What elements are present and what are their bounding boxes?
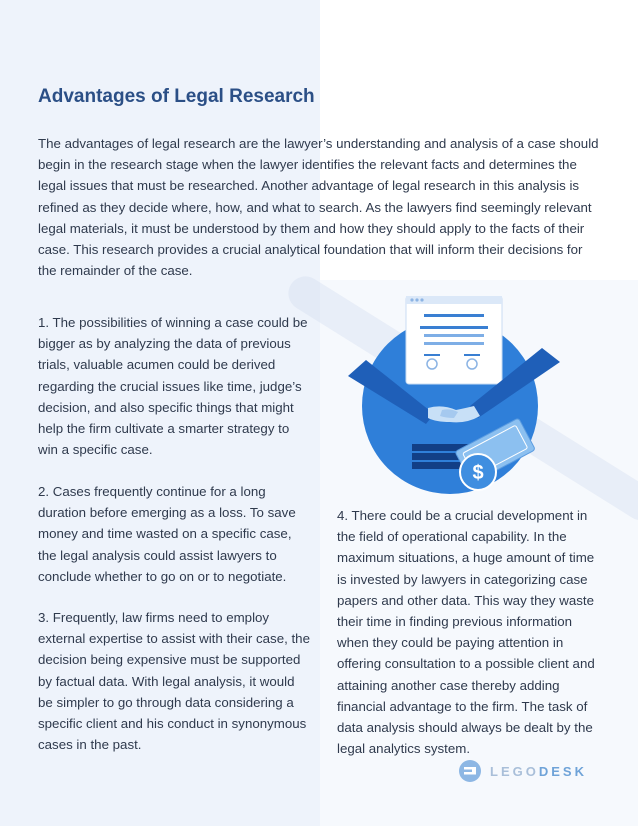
list-item: 2. Cases frequently continue for a long duration before emerging as a loss. To save money and time wasted on a specific case, the legal analysis could assist lawyers to conclude whether to go on or to negotiate.	[38, 484, 296, 584]
legodesk-logo-icon	[458, 759, 482, 783]
logo-text-lego: LEGO	[490, 763, 539, 779]
list-item: 1. The possibilities of winning a case could be bigger as by analyzing the data of previous trials, valuable acumen could be derived regarding the crucial issues like time, judge’s decision, and also specific things that might help the firm cultivate a smarter strategy to win a specific case.	[38, 315, 308, 458]
legodesk-logo	[458, 758, 587, 784]
svg-text:$: $	[472, 462, 484, 484]
intro-paragraph: The advantages of legal research are the lawyer’s understanding and analysis of a case should begin in the research stage when the lawyer identifies the relevant facts and determines the legal issues that must be researched. Another advantage of legal research in this analysis is refined as they decide where, how, and what to search. As the lawyers find seemingly relevant legal materials, it must be understood by them and how they should apply to the facts of their case. This research provides a crucial analytical foundation that will inform their decisions for the remainder of the case.	[38, 136, 599, 279]
handshake-contract-icon	[346, 296, 562, 496]
list-item: 3. Frequently, law firms need to employ external expertise to assist with their case, the decision being expensive must be supported by factual data. With legal analysis, it would be simpler to go through data considering a specific client and his conduct in synonymous cases in the past.	[38, 610, 310, 753]
page-title: Advantages of Legal Research	[38, 86, 315, 107]
logo-text-desk: DESK	[538, 763, 587, 779]
list-item: 4. There could be a crucial development in the field of operational capability. In the maximum situations, a huge amount of time is invested by lawyers in categorizing case papers and other data. This way they waste their time in finding previous information when they could be paying attention in offering consultation to a possible client and attaining another case thereby adding financial advantage to the firm. The task of data analysis should always be dealt by the legal analytics system.	[337, 508, 595, 757]
